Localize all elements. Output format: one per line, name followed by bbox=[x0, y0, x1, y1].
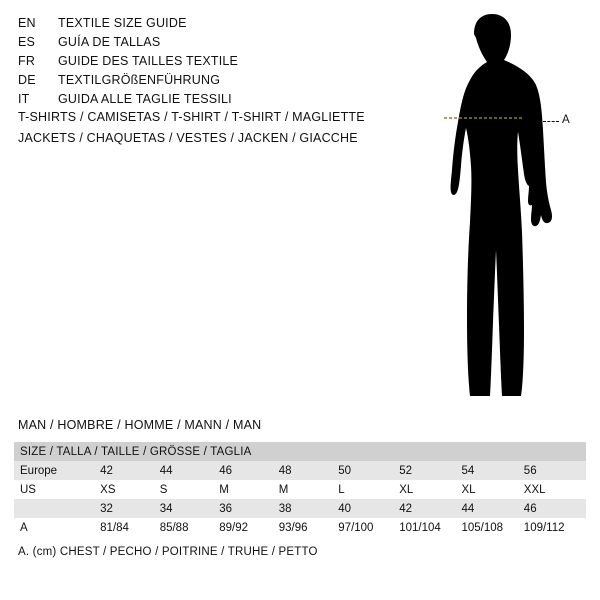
table-header-label: SIZE / TALLA / TAILLE / GRÖSSE / TAGLIA bbox=[20, 445, 252, 458]
male-torso-silhouette-icon bbox=[400, 10, 600, 410]
cell: 42 bbox=[100, 464, 113, 477]
cell: 42 bbox=[399, 502, 412, 515]
cell: 101/104 bbox=[399, 521, 441, 534]
language-title: GUIDA ALLE TAGLIE TESSILI bbox=[58, 92, 232, 106]
cell: 56 bbox=[523, 464, 537, 477]
cell: 34 bbox=[159, 502, 173, 515]
figure-illustration bbox=[400, 10, 600, 410]
cell: 105/108 bbox=[461, 521, 504, 534]
category-tshirts: T-SHIRTS / CAMISETAS / T-SHIRT / T-SHIRT / MAGLIETTE bbox=[18, 110, 365, 124]
language-title: GUIDE DES TAILLES TEXTILE bbox=[58, 54, 239, 68]
cell: S bbox=[159, 483, 168, 496]
language-row bbox=[18, 35, 398, 54]
size-table bbox=[14, 442, 586, 537]
cell: 46 bbox=[523, 502, 537, 515]
row-label: A bbox=[20, 521, 28, 534]
cell: 97/100 bbox=[338, 521, 374, 534]
table-row bbox=[14, 461, 586, 480]
cell: 46 bbox=[219, 464, 233, 477]
language-row bbox=[18, 73, 398, 92]
language-title: TEXTILE SIZE GUIDE bbox=[58, 16, 187, 30]
language-row bbox=[18, 16, 398, 35]
table-header-row bbox=[14, 442, 586, 461]
cell: 81/84 bbox=[100, 521, 129, 534]
cell: 93/96 bbox=[278, 521, 308, 534]
language-title: GUÍA DE TALLAS bbox=[58, 35, 161, 49]
language-row bbox=[18, 92, 398, 111]
language-list bbox=[18, 16, 398, 111]
language-row bbox=[18, 54, 398, 73]
cell: XS bbox=[100, 483, 116, 496]
cell: XL bbox=[399, 483, 414, 496]
row-label bbox=[14, 499, 100, 518]
category-jackets: JACKETS / CHAQUETAS / VESTES / JACKEN / GIACCHE bbox=[18, 131, 358, 145]
cell: 89/92 bbox=[219, 521, 248, 534]
language-title: TEXTILGRÖßENFÜHRUNG bbox=[58, 73, 221, 87]
language-code: EN bbox=[18, 16, 36, 30]
measurement-footnote: A. (cm) CHEST / PECHO / POITRINE / TRUHE / PETTO bbox=[18, 546, 318, 558]
cell: 109/112 bbox=[523, 521, 565, 534]
cell: 36 bbox=[219, 502, 233, 515]
language-code: ES bbox=[18, 35, 36, 49]
category-list bbox=[18, 110, 418, 152]
measure-dash-line bbox=[543, 121, 559, 122]
cell: 48 bbox=[278, 464, 292, 477]
language-code: FR bbox=[18, 54, 36, 68]
language-code: IT bbox=[18, 92, 30, 106]
row-label: Europe bbox=[20, 464, 58, 477]
cell: 54 bbox=[461, 464, 475, 477]
cell: 85/88 bbox=[159, 521, 189, 534]
row-label: US bbox=[20, 483, 36, 496]
cell: 50 bbox=[338, 464, 352, 477]
cell: L bbox=[338, 483, 345, 496]
table-row bbox=[14, 480, 586, 499]
cell: 32 bbox=[100, 502, 113, 515]
cell: 52 bbox=[399, 464, 412, 477]
cell: 44 bbox=[159, 464, 173, 477]
cell: XL bbox=[461, 483, 476, 496]
cell: M bbox=[219, 483, 229, 496]
cell: XXL bbox=[523, 483, 546, 496]
cell: M bbox=[278, 483, 289, 496]
language-code: DE bbox=[18, 73, 36, 87]
measure-label-a: A bbox=[562, 114, 570, 126]
table-row bbox=[14, 499, 586, 518]
cell: 40 bbox=[338, 502, 352, 515]
man-section-heading: MAN / HOMBRE / HOMME / MANN / MAN bbox=[18, 418, 262, 432]
cell: 44 bbox=[461, 502, 475, 515]
cell: 38 bbox=[278, 502, 292, 515]
table-row bbox=[14, 518, 586, 537]
